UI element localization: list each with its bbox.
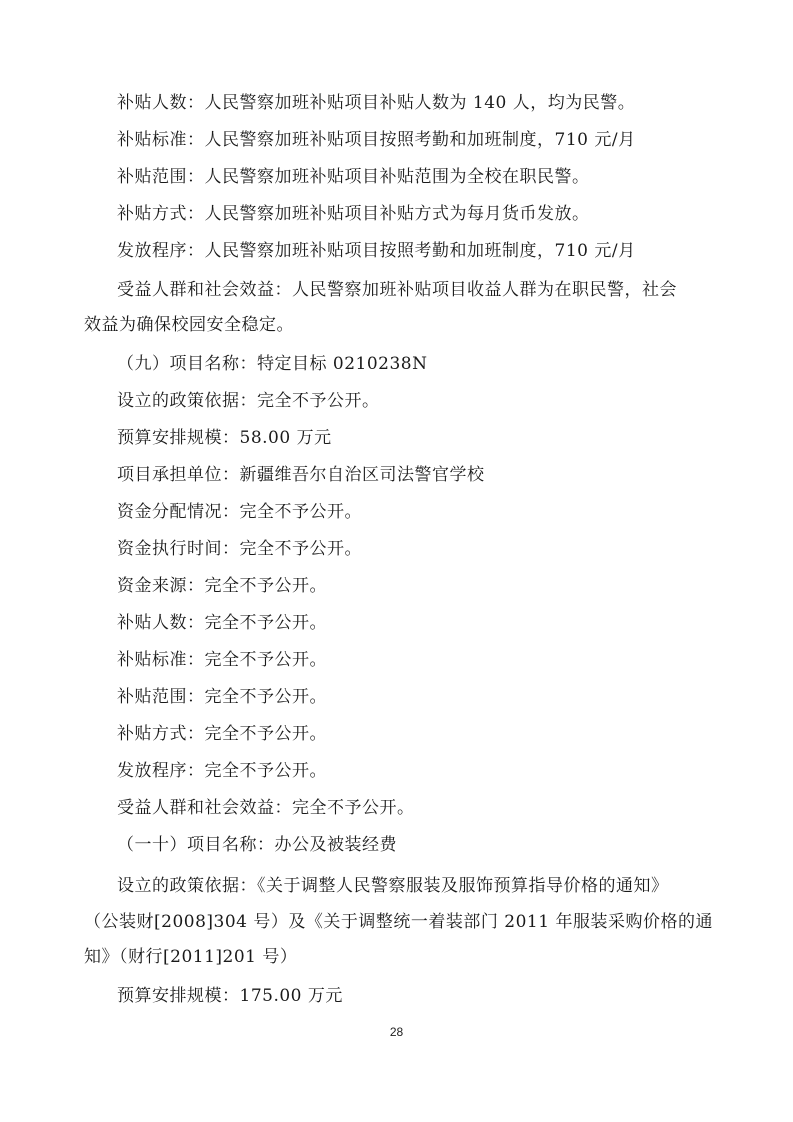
text-line: 受益人群和社会效益：完全不予公开。 (117, 798, 415, 818)
text-line: 发放程序：人民警察加班补贴项目按照考勤和加班制度，710 元/月 (117, 241, 636, 261)
text-line: 设立的政策依据：《关于调整人民警察服装及服饰预算指导价格的通知》 (117, 876, 669, 896)
text-line: 设立的政策依据：完全不予公开。 (117, 391, 380, 411)
text-line: 预算安排规模：175.00 万元 (117, 986, 343, 1006)
text-line: 资金来源：完全不予公开。 (117, 576, 327, 596)
text-line: 补贴人数：人民警察加班补贴项目补贴人数为 140 人，均为民警。 (117, 93, 636, 113)
text-line: 发放程序：完全不予公开。 (117, 761, 327, 781)
section-heading: （九）项目名称：特定目标 0210238N (117, 354, 428, 374)
text-line: 补贴范围：人民警察加班补贴项目补贴范围为全校在职民警。 (117, 167, 590, 187)
text-line: 受益人群和社会效益：人民警察加班补贴项目收益人群为在职民警，社会 (117, 280, 677, 300)
section-heading: （一十）项目名称：办公及被装经费 (117, 835, 397, 855)
text-line: 项目承担单位：新疆维吾尔自治区司法警官学校 (117, 465, 485, 485)
text-line: 补贴方式：完全不予公开。 (117, 724, 327, 744)
text-line: 预算安排规模：58.00 万元 (117, 428, 332, 448)
text-line: 资金分配情况：完全不予公开。 (117, 502, 362, 522)
text-line: 补贴标准：人民警察加班补贴项目按照考勤和加班制度，710 元/月 (117, 130, 636, 150)
text-line: 补贴人数：完全不予公开。 (117, 613, 327, 633)
page-number: 28 (389, 1025, 404, 1039)
text-line: 知》（财行[2011]201 号） (84, 947, 298, 967)
text-line: 效益为确保校园安全稳定。 (84, 315, 294, 335)
text-line: 资金执行时间：完全不予公开。 (117, 539, 362, 559)
text-line: 补贴范围：完全不予公开。 (117, 687, 327, 707)
text-line: （公装财[2008]304 号）及《关于调整统一着装部门 2011 年服装采购价格的通 (84, 912, 713, 932)
text-line: 补贴方式：人民警察加班补贴项目补贴方式为每月货币发放。 (117, 204, 590, 224)
text-line: 补贴标准：完全不予公开。 (117, 650, 327, 670)
